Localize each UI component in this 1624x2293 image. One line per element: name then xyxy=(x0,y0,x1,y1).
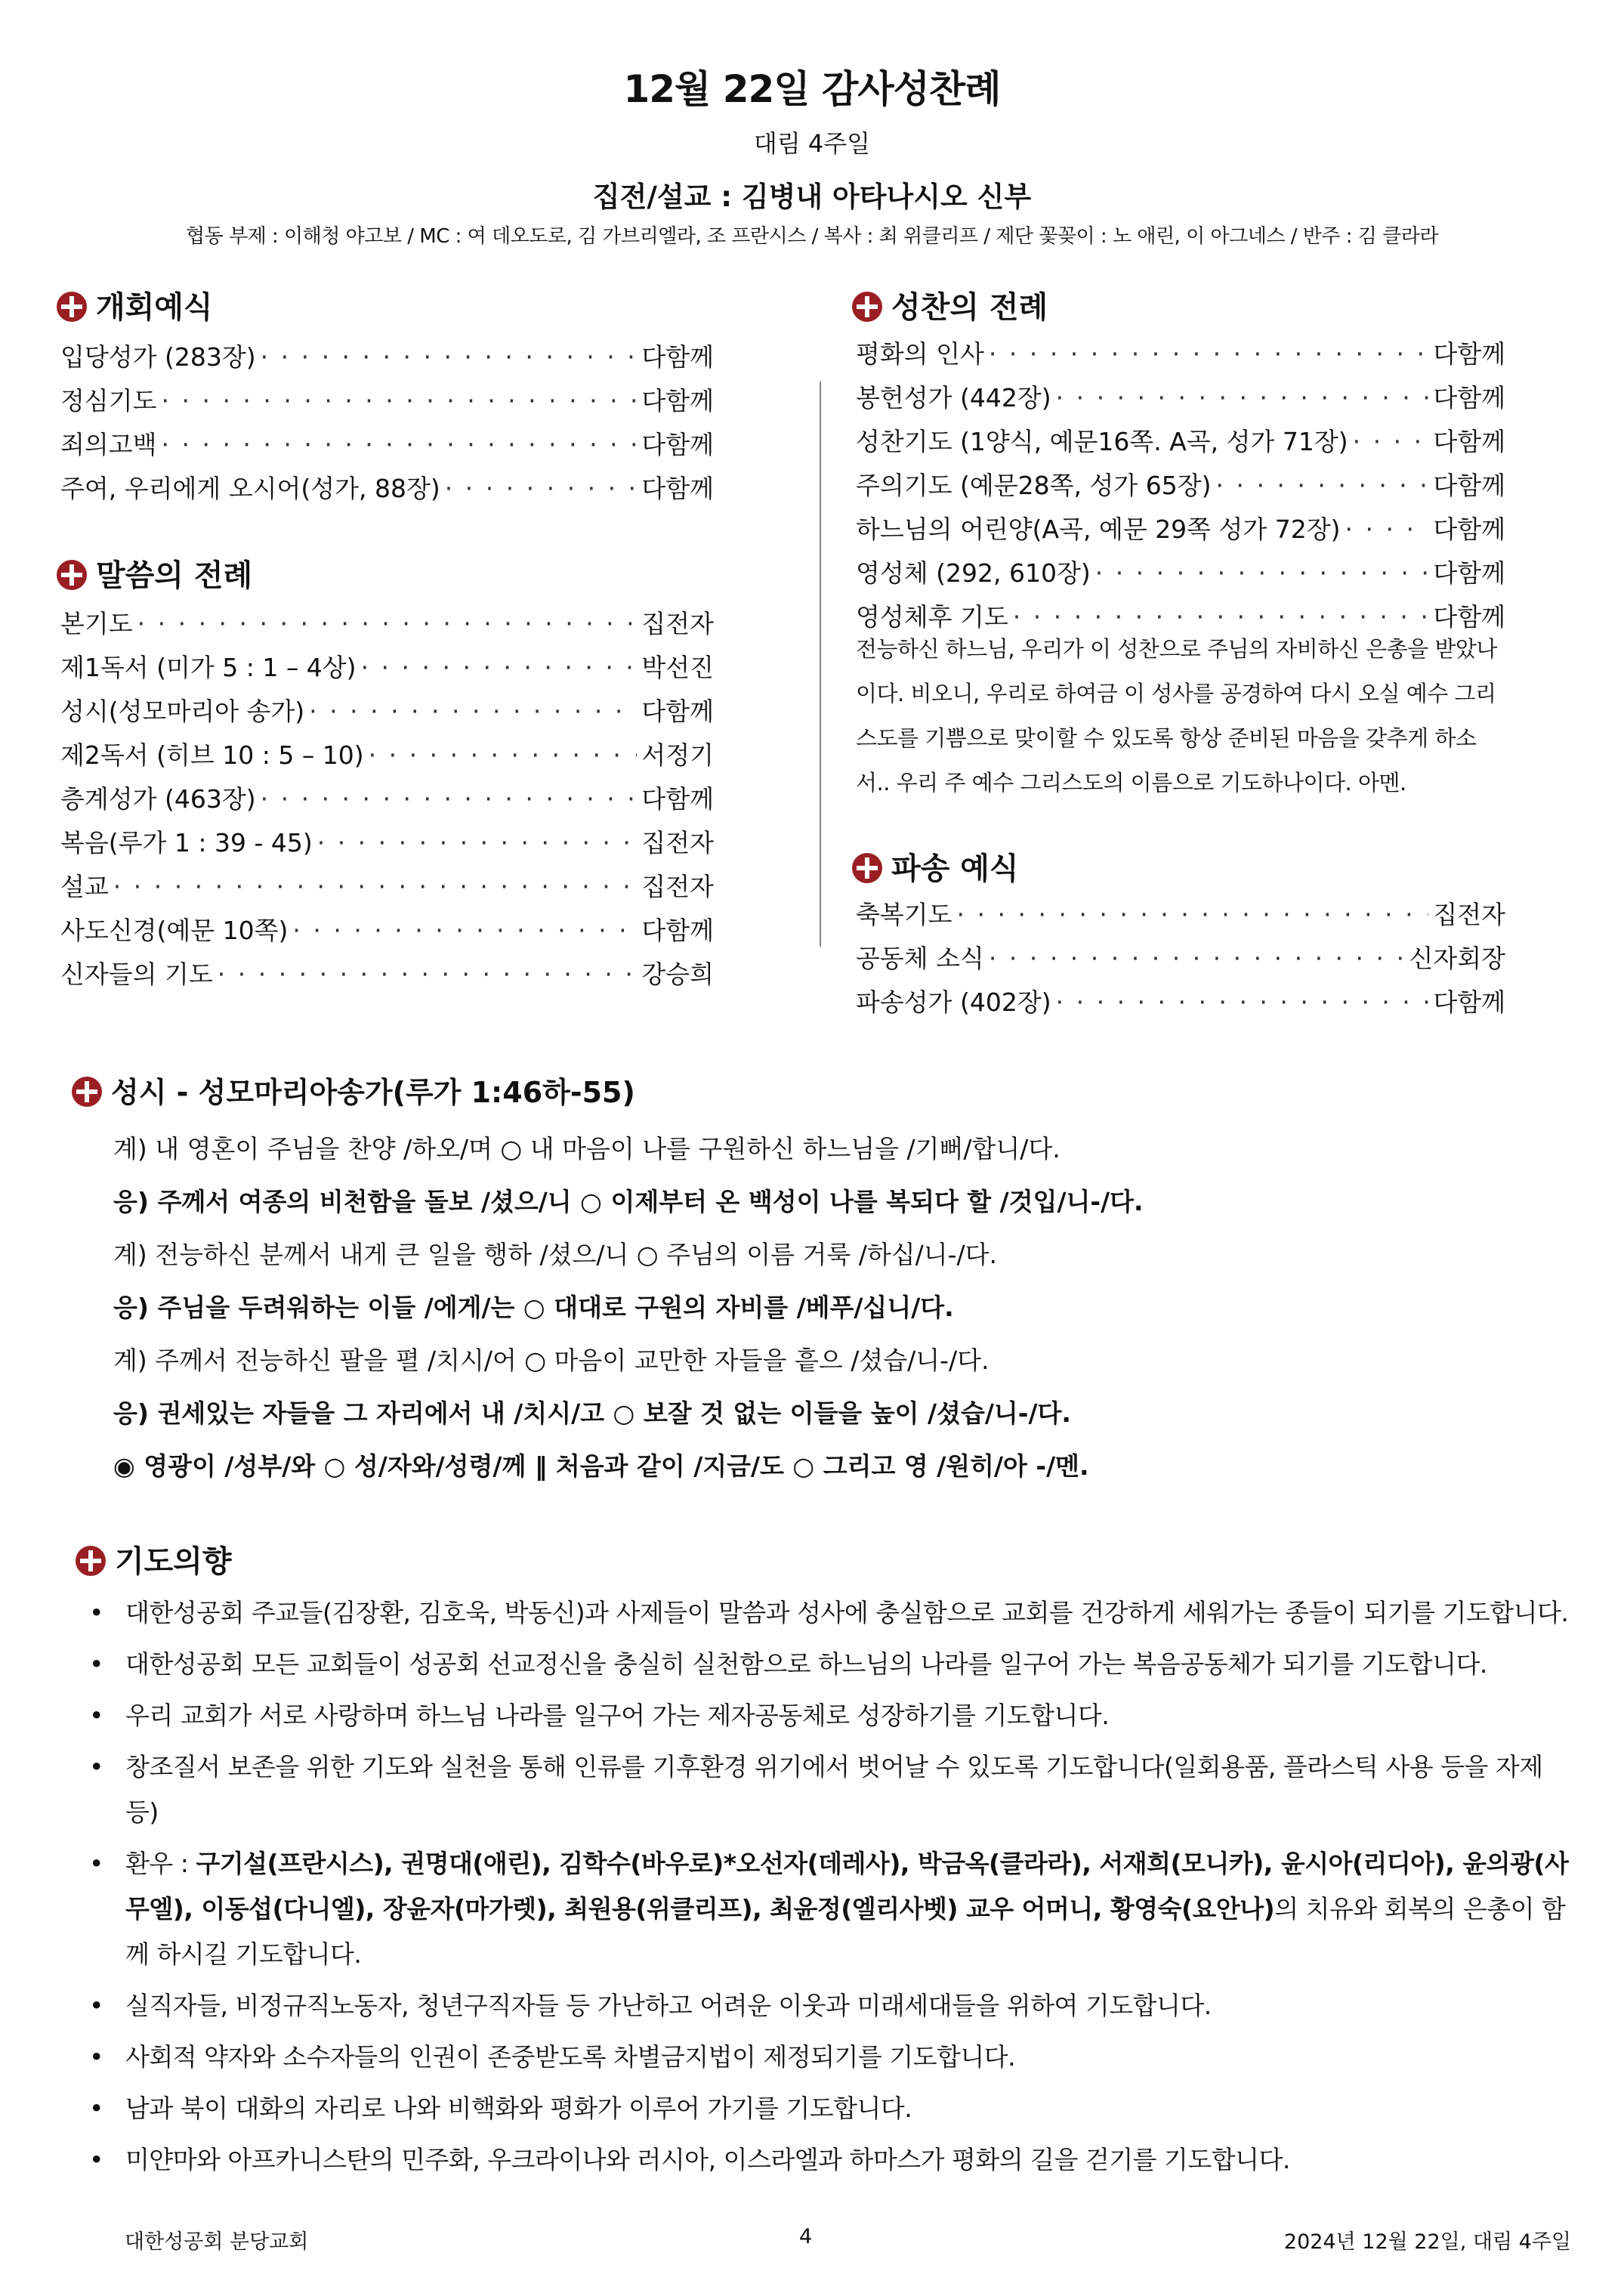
canticle-response: 응) 권세있는 자들을 그 자리에서 내 /치시/고 ○ 보잘 것 없는 이들을 높이 /셨습/니-/다. xyxy=(113,1398,1071,1428)
section-heading-intentions: 기도의향 xyxy=(76,1537,232,1581)
footer-date: 2024년 12월 22일, 대림 4주일 xyxy=(1283,2230,1571,2254)
order-row: 본기도 · · · 집전자 xyxy=(60,604,714,648)
order-row: 성찬기도 (1양식, 예문16쪽. A곡, 성가 71장) · · · 다함께 xyxy=(856,422,1505,466)
footer-page-number: 4 xyxy=(799,2225,813,2248)
canticle-verse: 계) 주께서 전능하신 팔을 펼 /치시/어 ○ 마음이 교만한 자들을 흩으 /셨습/니-/다. xyxy=(113,1346,990,1375)
canticle-response: 응) 주께서 여종의 비천함을 돌보 /셨으/니 ○ 이제부터 온 백성이 나를 복되다 할 /것입/니-/다. xyxy=(113,1187,1144,1216)
order-row: 영성체후 기도 · · · 다함께 xyxy=(856,598,1505,641)
page-subtitle: 대림 4주일 xyxy=(753,129,871,158)
intentions-list xyxy=(89,1590,1573,2189)
order-row: 평화의 인사 · · · 다함께 xyxy=(856,335,1505,379)
list-item: • 대한성공회 모든 교회들이 성공회 선교정신을 충실히 실천함으로 하느님의 나라를 일구어 가는 복음공동체가 되기를 기도합니다. xyxy=(89,1649,1487,1679)
cross-icon xyxy=(72,1077,102,1107)
list-item: • 남과 북이 대화의 자리로 나와 비핵화와 평화가 이루어 가기를 기도합니다. xyxy=(89,2094,912,2123)
footer-church: 대한성공회 분당교회 xyxy=(125,2230,309,2254)
order-row: 파송성가 (402장) · · · 다함께 xyxy=(856,983,1505,1027)
page-title: 12월 22일 감사성찬례 xyxy=(623,67,1001,111)
order-row: 죄의고백 · · · 다함께 xyxy=(60,425,714,469)
section-heading-canticle: 성시 - 성모마리아송가(루가 1:46하-55) xyxy=(72,1069,635,1111)
cross-icon xyxy=(852,853,882,883)
cross-icon xyxy=(57,292,87,322)
list-item: • 실직자들, 비정규직노동자, 청년구직자들 등 가난하고 어려운 이웃과 미래세대들을 위하여 기도합니다. xyxy=(89,1991,1212,2020)
canticle-gloria: ◉ 영광이 /성부/와 ○ 성/자와/성령/께 ‖ 처음과 같이 /지금/도 ○ 그리고 영 /원히/아 -/멘. xyxy=(113,1451,1089,1481)
canticle-verse: 계) 내 영혼이 주님을 찬양 /하오/며 ○ 내 마음이 나를 구원하신 하느님을 /기뻐/합니/다. xyxy=(113,1134,1061,1163)
order-row: 하느님의 어린양(A곡, 예문 29쪽 성가 72장) · · · 다함께 xyxy=(856,510,1505,554)
dismissal-list xyxy=(856,895,1505,1027)
section-heading-dismissal: 파송 예식 xyxy=(852,845,1019,888)
order-row: 봉헌성가 (442장) · · · 다함께 xyxy=(856,379,1505,422)
celebrant-line: 집전/설교 : 김병내 아타나시오 신부 xyxy=(592,181,1032,213)
list-item: • 사회적 약자와 소수자들의 인권이 존중받도록 차별금지법이 제정되기를 기도합니다. xyxy=(89,2042,1016,2072)
cross-icon xyxy=(852,292,882,322)
order-row: 사도신경(예문 10쪽) · · · 다함께 xyxy=(60,911,714,955)
eucharist-list xyxy=(856,335,1505,641)
order-row: 영성체 (292, 610장) · · · 다함께 xyxy=(856,554,1505,598)
list-item: • 창조질서 보존을 위한 기도와 실천을 통해 인류를 기후환경 위기에서 벗어날 수 있도록 기도합니다(일회용품, 플라스틱 사용 등을 자제 등) xyxy=(89,1752,1543,1827)
list-item: • 우리 교회가 서로 사랑하며 하느님 나라를 일구어 가는 제자공동체로 성장하기를 기도합니다. xyxy=(89,1701,1110,1730)
canticle-response: 응) 주님을 두려워하는 이들 /에게/는 ○ 대대로 구원의 자비를 /베푸/십니/다. xyxy=(113,1293,954,1322)
order-row: 층계성가 (463장) · · · 다함께 xyxy=(60,780,714,824)
section-heading-word: 말씀의 전례 xyxy=(57,552,252,595)
section-heading-opening: 개회예식 xyxy=(57,283,213,326)
order-row: 제2독서 (히브 10 : 5 – 10) · · · 서정기 xyxy=(60,736,714,780)
order-row: 신자들의 기도 · · · 강승희 xyxy=(60,955,714,999)
list-item-sick: • 환우 : 구기설(프란시스), 권명대(애린), 김학수(바우로)*오선자(데레사), 박금옥(클라라), 서재희(모니카), 윤시아(리디아), 윤의광(사무엘), 이동섭(다니엘), 장윤자(마가렛), 최원용(위클리프), 최윤정(엘리사벳) 교우 어머니, 황영숙(요안나)의 치유와 회복의 은총이 함께 하시길 기도합니다. xyxy=(89,1849,1569,1969)
section-heading-eucharist: 성찬의 전례 xyxy=(852,283,1048,326)
list-item: • 대한성공회 주교들(김장환, 김호욱, 박동신)과 사제들이 말씀과 성사에 충실함으로 교회를 건강하게 세워가는 종들이 되기를 기도합니다. xyxy=(89,1598,1569,1627)
cross-icon xyxy=(76,1546,106,1576)
order-row: 제1독서 (미가 5 : 1 – 4상) · · · 박선진 xyxy=(60,648,714,692)
order-row: 공동체 소식 · · · 신자회장 xyxy=(856,939,1505,983)
cross-icon xyxy=(57,560,87,590)
column-divider xyxy=(820,382,821,947)
post-communion-prayer: 전능하신 하느님, 우리가 이 성찬으로 주님의 자비하신 은총을 받았나 이다. 비오니, 우리로 하여금 이 성사를 공경하여 다시 오실 예수 그리 스도를 기쁨으로 맞이할 수 있도록 항상 준비된 마음을 갖추게 하소 서.. 우리 주 예수 그리스도의 이름으로 기도하나이다. 아멘. xyxy=(856,636,1497,796)
opening-list xyxy=(60,338,714,513)
order-row: 정심기도 · · · 다함께 xyxy=(60,382,714,425)
order-row: 주여, 우리에게 오시어(성가, 88장) · · · 다함께 xyxy=(60,469,714,513)
order-row: 축복기도 · · · 집전자 xyxy=(856,895,1505,939)
ministers-line: 협동 부제 : 이해청 야고보 / MC : 여 데오도로, 김 가브리엘라, 조 프란시스 / 복사 : 최 위클리프 / 제단 꽃꽂이 : 노 애린, 이 아그네스 / 반주 : 김 클라라 xyxy=(186,225,1438,248)
order-row: 주의기도 (예문28쪽, 성가 65장) · · · 다함께 xyxy=(856,466,1505,510)
order-row: 성시(성모마리아 송가) · · · 다함께 xyxy=(60,692,714,736)
order-row: 복음(루가 1 : 39 - 45) · · · 집전자 xyxy=(60,824,714,867)
order-row: 입당성가 (283장) · · · 다함께 xyxy=(60,338,714,382)
canticle-verse: 계) 전능하신 분께서 내게 큰 일을 행하 /셨으/니 ○ 주님의 이름 거룩 /하십/니-/다. xyxy=(113,1240,997,1269)
order-row: 설교 · · · 집전자 xyxy=(60,867,714,911)
word-list xyxy=(60,604,714,999)
list-item: • 미얀마와 아프카니스탄의 민주화, 우크라이나와 러시아, 이스라엘과 하마스가 평화의 길을 걷기를 기도합니다. xyxy=(89,2145,1290,2174)
